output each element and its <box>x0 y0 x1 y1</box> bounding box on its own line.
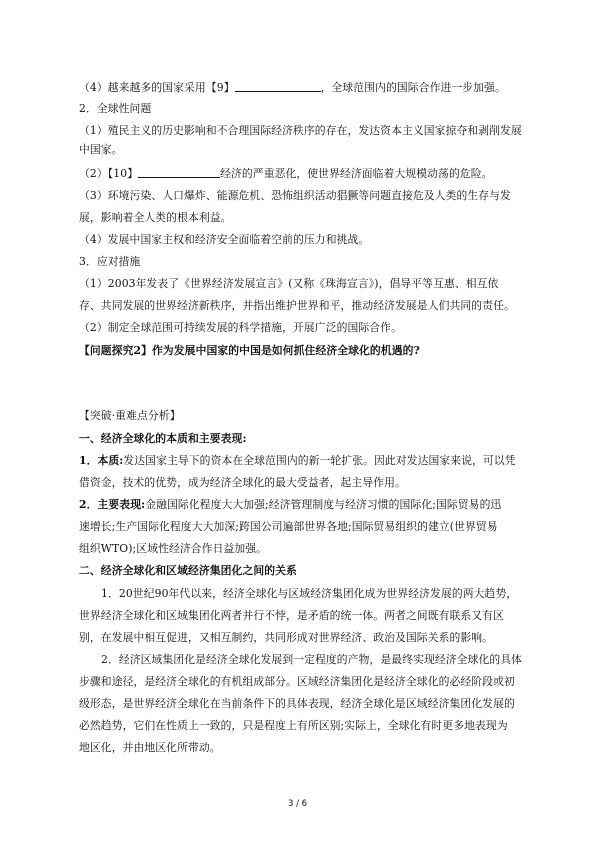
text-line: 步骤和途径，是经济全球化的有机组成部分。区域经济集团化是经济全球化的必经阶段或初 <box>79 675 515 688</box>
text-line: 别，在发展中相互促进，又相互制约，共同形成对世界经济、政治及国际关系的影响。 <box>79 631 494 644</box>
fill-in-blank-10[interactable] <box>138 166 220 178</box>
text-segment: （4）越来越多的国家采用【9】 <box>79 81 235 94</box>
text-segment: 经济的严重恶化，使世界经济面临着大规模动荡的危险。 <box>220 167 493 180</box>
text-line: 必然趋势，它们在性质上一致的，只是程度上有所区别;实际上，全球化有时更多地表现为 <box>79 719 508 732</box>
text-segment: 发达国家主导下的资本在全球范围内的新一轮扩张。因此对发达国家来说，可以凭 <box>123 454 516 467</box>
page-number: 3 / 6 <box>287 799 308 809</box>
section-heading-global-issues: 2．全球性问题 <box>79 102 152 115</box>
label-performance: 2．主要表现: <box>79 498 146 511</box>
text-line: （4）发展中国家主权和经济安全面临着空前的压力和挑战。 <box>79 233 370 246</box>
text-line: （2）制定全球范围可持续发展的科学措施，开展广泛的国际合作。 <box>79 321 402 334</box>
text-line-measures-4 <box>79 80 539 95</box>
heading-essence-and-performance: 一、经济全球化的本质和主要表现: <box>79 432 247 445</box>
text-segment: 金融国际化程度大大加强;经济管理制度与经济习惯的国际化;国际贸易的迅 <box>145 498 502 511</box>
text-line: 级形态，是世界经济全球化在当前条件下的具体表现，经济全球化是区域经济集团化发展的 <box>79 697 515 710</box>
text-segment: ，全球范围内的国际合作进一步加强。 <box>320 81 506 94</box>
text-line: 2．经济区域集团化是经济全球化发展到一定程度的产物，是最终实现经济全球化的具体 <box>101 653 523 666</box>
text-line: 展，影响着全人类的根本利益。 <box>79 211 232 224</box>
section-title-analysis: 【突破·重难点分析】 <box>79 409 181 422</box>
text-line: 借资金，技术的优势，成为经济全球化的最大受益者，起主导作用。 <box>79 476 406 489</box>
text-line-essence <box>79 454 539 468</box>
section-heading-countermeasures: 3．应对措施 <box>79 255 141 268</box>
text-line: 地区化，并由地区化所带动。 <box>79 741 221 754</box>
text-line: 中国家。 <box>79 143 123 156</box>
text-line: 世界经济全球化和区域集团化两者并行不悖，是矛盾的统一体。两者之间既有联系又有区 <box>79 609 504 622</box>
text-line-issue-2 <box>79 166 539 181</box>
text-line: 组织WTO);区域性经济合作日益加强。 <box>79 542 268 555</box>
text-line: 速增长;生产国际化程度大大加深;跨国公司遍部世界各地;国际贸易组织的建立(世界贸易 <box>79 520 498 533</box>
question-heading-2: 【问题探究2】作为发展中国家的中国是如何抓住经济全球化的机遇的? <box>79 344 420 357</box>
text-line-performance <box>79 498 539 512</box>
text-line: 1．20世纪90年代以来，经济全球化与区域经济集团化成为世界经济发展的两大趋势， <box>101 587 518 600</box>
text-line: （1）2003年发表了《世界经济发展宣言》(又称《珠海宣言》)，倡导平等互惠、相互依 <box>79 277 499 290</box>
text-line: （1）殖民主义的历史影响和不合理国际经济秩序的存在，发达资本主义国家掠夺和剥削发展 <box>79 124 522 137</box>
text-line: （3）环境污染、人口爆炸、能源危机、恐怖组织活动猖獗等问题直接危及人类的生存与发 <box>79 189 511 202</box>
text-segment: （2）【10】 <box>79 167 139 180</box>
heading-globalization-and-regional-blocs: 二、经济全球化和区域经济集团化之间的关系 <box>79 564 297 577</box>
fill-in-blank-9[interactable] <box>235 80 321 92</box>
label-essence: 1．本质: <box>79 454 124 467</box>
text-line: 存、共同发展的世界经济新秩序，并指出维护世界和平，推动经济发展是人们共同的责任。 <box>79 299 515 312</box>
